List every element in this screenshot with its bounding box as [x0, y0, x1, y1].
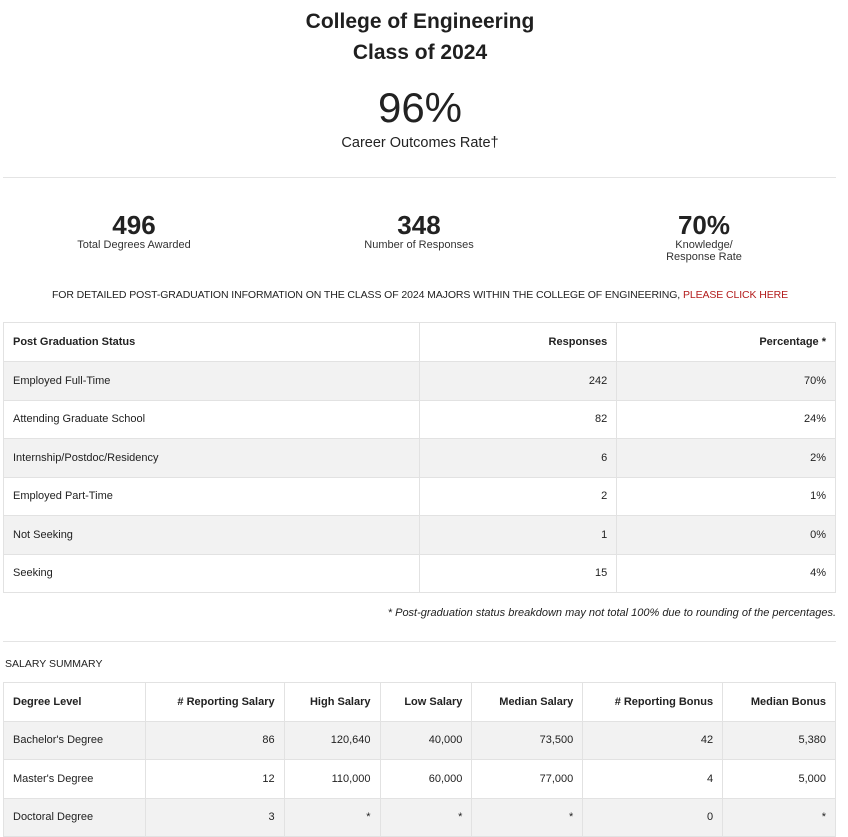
table-cell: 5,000 [723, 760, 836, 799]
table-cell: 15 [419, 554, 617, 593]
table-cell: 1% [617, 477, 836, 516]
table-cell: 40,000 [380, 721, 472, 760]
career-outcomes-rate: 96% [377, 84, 463, 131]
table-cell: 4 [583, 760, 723, 799]
notice-text: FOR DETAILED POST-GRADUATION INFORMATION ON THE CLASS OF 2024 MAJORS WITHIN THE COLLEGE OF ENGINEERING, [51, 289, 683, 301]
table-cell: 73,500 [472, 721, 583, 760]
click-here-link[interactable]: PLEASE CLICK HERE [682, 289, 789, 301]
table-row [4, 477, 836, 516]
table-cell: Employed Part-Time [4, 477, 420, 516]
table-cell: 70% [617, 362, 836, 401]
column-header: Percentage * [617, 323, 836, 362]
table-cell: 42 [583, 721, 723, 760]
rounding-footnote: * Post-graduation status breakdown may not total 100% due to rounding of the percentages. [387, 607, 836, 619]
table-cell: Doctoral Degree [4, 798, 146, 837]
class-title: Class of 2024 [352, 41, 488, 64]
table-row [4, 760, 836, 799]
stat-value: 348 [397, 210, 441, 240]
table-cell: * [472, 798, 583, 837]
table-cell: 12 [145, 760, 284, 799]
divider [3, 641, 836, 642]
table-cell: Master's Degree [4, 760, 146, 799]
stat-responses [339, 211, 499, 251]
table-row [4, 362, 836, 401]
table-cell: Not Seeking [4, 516, 420, 555]
table-cell: 2% [617, 439, 836, 478]
table-cell: 86 [145, 721, 284, 760]
table-cell: 1 [419, 516, 617, 555]
table-cell: 110,000 [284, 760, 380, 799]
column-header: Median Salary [472, 683, 583, 722]
column-header: Low Salary [380, 683, 472, 722]
table-cell: Attending Graduate School [4, 400, 420, 439]
table-cell: 5,380 [723, 721, 836, 760]
table-cell: Bachelor's Degree [4, 721, 146, 760]
table-cell: 0 [583, 798, 723, 837]
career-outcomes-label: Career Outcomes Rate† [341, 135, 499, 151]
stat-label: Knowledge/ [675, 239, 733, 251]
column-header: Median Bonus [723, 683, 836, 722]
stat-label: Response Rate [666, 251, 742, 263]
column-header: Degree Level [4, 683, 146, 722]
table-cell: Employed Full-Time [4, 362, 420, 401]
table-cell: 2 [419, 477, 617, 516]
table-header-row [4, 323, 836, 362]
column-header: Responses [419, 323, 617, 362]
table-cell: * [723, 798, 836, 837]
table-header-row [4, 683, 836, 722]
table-cell: 4% [617, 554, 836, 593]
table-cell: 77,000 [472, 760, 583, 799]
table-row [4, 721, 836, 760]
table-row [4, 798, 836, 837]
salary-summary-table [3, 682, 836, 837]
table-cell: * [284, 798, 380, 837]
column-header: High Salary [284, 683, 380, 722]
stat-label: Number of Responses [364, 239, 474, 251]
majors-notice [0, 289, 840, 301]
table-row [4, 516, 836, 555]
table-row [4, 439, 836, 478]
table-cell: Internship/Postdoc/Residency [4, 439, 420, 478]
stat-value: 70% [677, 210, 731, 240]
table-cell: 0% [617, 516, 836, 555]
page-title [0, 6, 840, 68]
column-header: # Reporting Bonus [583, 683, 723, 722]
table-cell: * [380, 798, 472, 837]
post-graduation-status-table [3, 322, 836, 593]
stat-label: Total Degrees Awarded [77, 239, 191, 251]
table-cell: 24% [617, 400, 836, 439]
divider [3, 177, 836, 178]
column-header: Post Graduation Status [4, 323, 420, 362]
table-cell: 60,000 [380, 760, 472, 799]
column-header: # Reporting Salary [145, 683, 284, 722]
stat-response-rate [624, 211, 784, 263]
table-cell: 120,640 [284, 721, 380, 760]
table-cell: Seeking [4, 554, 420, 593]
table-cell: 3 [145, 798, 284, 837]
salary-summary-heading: SALARY SUMMARY [5, 658, 103, 670]
table-row [4, 400, 836, 439]
table-cell: 6 [419, 439, 617, 478]
stat-total-degrees [54, 211, 214, 251]
table-cell: 82 [419, 400, 617, 439]
stat-value: 496 [112, 210, 156, 240]
table-cell: 242 [419, 362, 617, 401]
college-title: College of Engineering [305, 10, 535, 33]
table-row [4, 554, 836, 593]
